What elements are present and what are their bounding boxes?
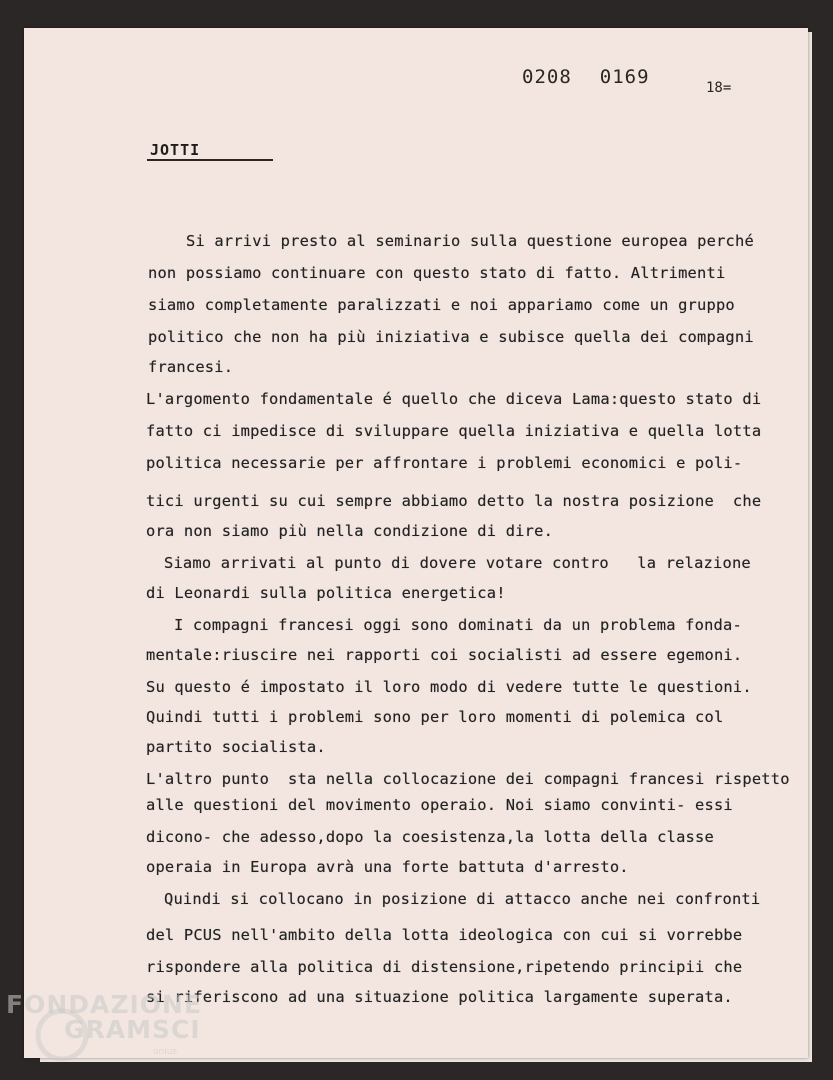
- text-line: Si arrivi presto al seminario sulla questione europea perché: [186, 232, 754, 250]
- text-line: Siamo arrivati al punto di dovere votare contro la relazione: [164, 554, 751, 572]
- text-line: I compagni francesi oggi sono dominati da un problema fonda-: [174, 616, 742, 634]
- text-line: del PCUS nell'ambito della lotta ideologica con cui si vorrebbe: [146, 926, 743, 944]
- text-line: ora non siamo più nella condizione di dire.: [146, 522, 554, 540]
- text-line: operaia in Europa avrà una forte battuta d'arresto.: [146, 858, 629, 876]
- text-line: mentale:riuscire nei rapporti coi socialisti ad essere egemoni.: [146, 646, 743, 664]
- text-line: politica necessarie per affrontare i problemi economici e poli-: [146, 454, 743, 472]
- text-line: politico che non ha più iniziativa e subisce quella dei compagni: [148, 328, 754, 346]
- text-line: fatto ci impedisce di sviluppare quella iniziativa e quella lotta: [146, 422, 762, 440]
- watermark-line: onlus: [153, 1047, 178, 1057]
- text-line: siamo completamente paralizzati e noi appariamo come un gruppo: [148, 296, 735, 314]
- text-line: Quindi tutti i problemi sono per loro momenti di polemica col: [146, 708, 724, 726]
- archive-number-part: 0208: [522, 66, 572, 88]
- text-line: non possiamo continuare con questo stato di fatto. Altrimenti: [148, 264, 726, 282]
- text-line: partito socialista.: [146, 738, 326, 756]
- watermark-line: FONDAZIONE: [6, 990, 203, 1019]
- text-line: L'altro punto sta nella collocazione dei compagni francesi rispetto: [146, 770, 790, 788]
- text-line: Quindi si collocano in posizione di attacco anche nei confronti: [164, 890, 761, 908]
- text-line: dicono- che adesso,dopo la coesistenza,la lotta della classe: [146, 828, 714, 846]
- text-line: di Leonardi sulla politica energetica!: [146, 584, 506, 602]
- page-number: 18=: [706, 80, 732, 96]
- speaker-heading: JOTTI: [150, 141, 201, 159]
- watermark-line: GRAMSCI: [64, 1015, 201, 1044]
- text-line: Su questo é impostato il loro modo di vedere tutte le questioni.: [146, 678, 752, 696]
- text-line: rispondere alla politica di distensione,ripetendo principii che: [146, 958, 743, 976]
- text-line: alle questioni del movimento operaio. Noi siamo convinti- essi: [146, 796, 733, 814]
- text-line: francesi.: [148, 358, 234, 376]
- text-line: si riferiscono ad una situazione politica largamente superata.: [146, 988, 733, 1006]
- text-line: tici urgenti su cui sempre abbiamo detto la nostra posizione che: [146, 492, 762, 510]
- text-line: L'argomento fondamentale é quello che diceva Lama:questo stato di: [146, 390, 762, 408]
- archive-number-part: 0169: [599, 66, 650, 88]
